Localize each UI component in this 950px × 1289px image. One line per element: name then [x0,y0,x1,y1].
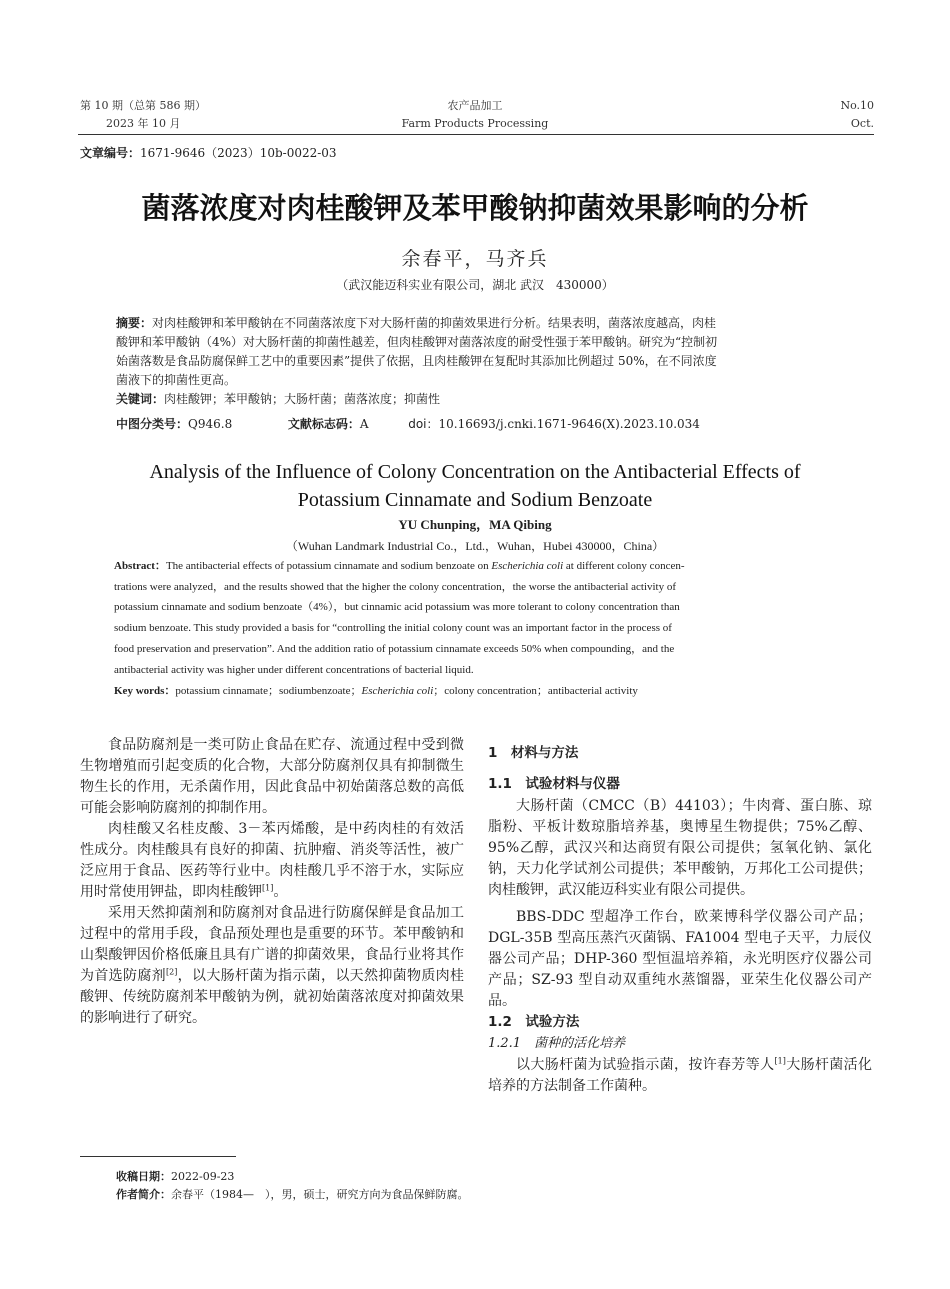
page-title: 菌落浓度对肉桂酸钾及苯甲酸钠抑菌效果影响的分析 [141,191,809,225]
paragraph-text: 大肠杆菌活化培养的方法制备工作菌种。 [488,1057,873,1094]
title-en-line: Analysis of the Influence of Colony Concentration on the Antibacterial Effects of [149,461,801,483]
authors-cn: 余春平，马齐兵 [401,248,549,270]
citation-ref: [1] [262,883,274,893]
paragraph: BBS-DDC 型超净工作台，欧莱博科学仪器公司产品；DGL-35B 型高压蒸汽灭菌锅、FA1004 型电子天平，力辰仪器公司产品；DHP-360 型恒温培养箱，永光明医疗仪器公司产品；SZ-93 型自动双重纯水蒸馏器，亚荣生化仪器公司产品。 [488,909,872,1009]
header-journal-cn: 农产品加工 [447,99,503,112]
header-date: 2023 年 10 月 [106,117,181,130]
authors-en: YU Chunping，MA Qibing [398,517,552,532]
received-value: 2022-09-23 [171,1170,235,1183]
keywords-cn-value: 肉桂酸钾；苯甲酸钠；大肠杆菌；菌落浓度；抑菌性 [164,392,441,406]
clc-value: Q946.8 [188,417,233,431]
citation-ref: [2] [166,967,178,977]
abstract-en-italic: Escherichia coli [491,560,564,572]
classification-line [116,415,840,434]
keywords-en-text: potassium cinnamate；sodiumbenzoate； [175,685,362,698]
article-number-value: 1671-9646（2023）10b-0022-03 [140,146,337,160]
abstract-en-text: at different colony concen- [563,560,685,572]
header-journal-en: Farm Products Processing [401,117,549,130]
header-month: Oct. [850,117,874,130]
abstract-cn-line: 酸钾和苯甲酸钠（4%）对大肠杆菌的抑菌性越差，但肉桂酸钾对菌落浓度的耐受性强于苯甲酸钠。研究为“控制初 [116,335,718,349]
keywords-en-italic: Escherichia coli [361,685,434,698]
doi-label: doi： [408,417,439,431]
header-rule [78,134,874,135]
abstract-en-line: sodium benzoate. This study provided a basis for “controlling the initial colony count was an important factor in the process of [114,622,672,635]
keywords-cn-label: 关键词： [116,392,165,406]
footnote-rule [80,1156,236,1157]
abstract-en-label: Abstract： [114,560,166,572]
abstract-en-line: antibacterial activity was higher under different concentrations of bacterial liquid. [114,663,474,676]
paragraph-text: 采用天然抑菌剂和防腐剂对食品进行防腐保鲜是食品加工过程中的常用手段，食品预处理也是重要的环节。苯甲酸钠和山梨酸钾因价格低廉且具有广谱的抑菌效果，食品行业将其作为首选防腐剂 [80,905,464,984]
paragraph [488,1055,872,1097]
abstract-cn-line: 菌液下的抑菌性更高。 [116,373,237,387]
abstract-cn [116,314,840,409]
paragraph-text: 。 [273,884,288,900]
paragraph [80,903,464,1029]
abstract-en-line: food preservation and preservation”. And the addition ratio of potassium cinnamate exceeds 50% when compounding，and the [114,642,675,655]
footnote-received [116,1168,234,1186]
section-heading: 1 材料与方法 [488,745,579,761]
author-bio-value: 余春平（1984— ），男，硕士，研究方向为食品保鲜防腐。 [171,1188,469,1201]
header-issue: 第 10 期（总第 586 期） [80,99,206,112]
affiliation-cn: （武汉能迈科实业有限公司，湖北 武汉 430000） [336,278,614,292]
paragraph-text: ，以大肠杆菌为指示菌，以天然抑菌物质肉桂酸钾、传统防腐剂苯甲酸钠为例，就初始菌落浓度对抑菌效果的影响进行了研究。 [80,968,465,1026]
paragraph [80,819,464,903]
doc-code-label: 文献标志码： [287,417,360,431]
affiliation-en: （Wuhan Landmark Industrial Co.，Ltd.，Wuhan，Hubei 430000，China） [285,539,665,553]
author-bio-label: 作者简介： [116,1188,171,1201]
paragraph: 食品防腐剂是一类可防止食品在贮存、流通过程中受到微生物增殖而引起变质的化合物，大部分防腐剂仅具有抑制微生物生长的作用，无杀菌作用，因此食品中初始菌落总数的高低可能会影响防腐剂的抑制作用。 [80,737,464,816]
clc-label: 中图分类号： [116,417,189,431]
article-number [80,144,337,162]
received-label: 收稿日期： [116,1170,171,1183]
keywords-en-label: Key words： [114,685,176,698]
abstract-cn-line: 对肉桂酸钾和苯甲酸钠在不同菌落浓度下对大肠杆菌的抑菌效果进行分析。结果表明，菌落浓度越高，肉桂 [152,316,717,330]
paragraph-text: 肉桂酸又名桂皮酸、3－苯丙烯酸，是中药肉桂的有效活性成分。肉桂酸具有良好的抑菌、抗肿瘤、消炎等活性，被广泛应用于食品、医药等行业中。肉桂酸几乎不溶于水，实际应用时常使用钾盐，即肉桂酸钾 [80,821,464,900]
article-number-label: 文章编号： [80,146,141,160]
paragraph-text: 以大肠杆菌为试验指示菌，按许春芳等人 [516,1057,775,1073]
title-en [0,458,950,514]
header-issue-no: No.10 [840,99,874,112]
subsection-heading: 1.2.1 菌种的活化培养 [488,1036,626,1051]
citation-ref: [1] [774,1056,786,1066]
abstract-cn-label: 摘要： [116,316,153,330]
section-heading: 1.1 试验材料与仪器 [488,776,620,792]
paragraph: 大肠杆菌（CMCC（B）44103）；牛肉膏、蛋白胨、琼脂粉、平板计数琼脂培养基，奥博星生物提供；75%乙醇、95%乙醇，武汉兴和达商贸有限公司提供；氢氧化钠、氯化钠，天力化学试剂公司提供；苯甲酸钠，万邦化工公司提供；肉桂酸钾，武汉能迈科实业有限公司提供。 [488,798,872,898]
abstract-en-line: trations were analyzed，and the results showed that the higher the colony concentration，the worse the antibacterial activity of [114,580,677,593]
abstract-en-text: The antibacterial effects of potassium cinnamate and sodium benzoate on [165,560,492,572]
title-en-line: Potassium Cinnamate and Sodium Benzoate [297,489,653,511]
abstract-cn-line: 始菌落数是食品防腐保鲜工艺中的重要因素”提供了依据，且肉桂酸钾在复配时其添加比例超过 50%，在不同浓度 [116,354,717,368]
doc-code-value: A [359,417,369,431]
left-column [80,735,464,1029]
keywords-en-text: ；colony concentration；antibacterial activity [433,685,638,698]
doi-value: 10.16693/j.cnki.1671-9646(X).2023.10.034 [438,417,700,431]
abstract-en-line: potassium cinnamate and sodium benzoate（4%），but cinnamic acid potassium was more tolerant to colony concentration than [114,601,680,614]
right-column [488,741,872,1097]
abstract-en [114,556,842,702]
section-heading: 1.2 试验方法 [488,1014,580,1030]
footnote-author [116,1186,469,1204]
